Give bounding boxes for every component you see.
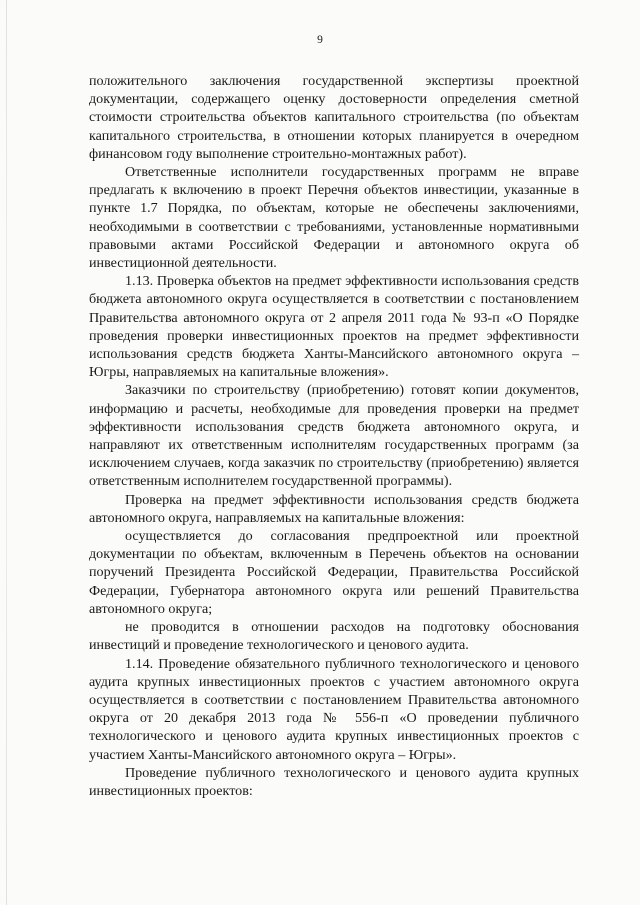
paragraph-continuation: положительного заключения государственной экспертизы проектной документации, содержащего оценку достоверности определения сметной стоимости строительства объектов капитального строительства (по объектам капитального строительства, в отношении которых планируется в очередном финансовом году выполнение строительно-монтажных работ). bbox=[89, 73, 579, 162]
page-number: 9 bbox=[317, 34, 323, 46]
paragraph-public-audit: Проведение публичного технологического и ценового аудита крупных инвестиционных проектов: bbox=[89, 764, 579, 799]
paragraph-1-13: 1.13. Проверка объектов на предмет эффективности использования средств бюджета автономного округа осуществляется в соответствии с постановлением Правительства автономного округа от 2 апреля 2011 года № 93-п «О Порядке проведения проверки инвестиционных проектов на предмет эффективности использования средств бюджета Ханты-Мансийского автономного округа – Югры, направляемых на капитальные вложения». bbox=[89, 273, 579, 381]
paragraph-efficiency-check: Проверка на предмет эффективности использования средств бюджета автономного округа, направляемых на капитальные вложения: bbox=[89, 491, 579, 526]
paragraph-check-timing: осуществляется до согласования предпроектной или проектной документации по объектам, включенным в Перечень объектов на основании поручений Президента Российской Федерации, Правительства Российской Федерации, Губернатора автономного округа или решений Правительства автономного округа; bbox=[89, 528, 579, 617]
document-body bbox=[89, 72, 579, 800]
paragraph-responsible-executors: Ответственные исполнители государственных программ не вправе предлагать к включению в проект Перечня объектов инвестиции, указанные в пункте 1.7 Порядка, по объектам, которые не обеспечены заключениями, необходимыми в соответствии с требованиями, установленные нормативными правовыми актами Российской Федерации и автономного округа об инвестиционной деятельности. bbox=[89, 164, 579, 272]
paragraph-check-exclusion: не проводится в отношении расходов на подготовку обоснования инвестиций и проведение технологического и ценового аудита. bbox=[89, 619, 579, 654]
scan-edge bbox=[6, 0, 7, 905]
paragraph-1-14: 1.14. Проведение обязательного публичного технологического и ценового аудита крупных инвестиционных проектов с участием автономного округа осуществляется в соответствии с постановлением Правительства автономного округа от 20 декабря 2013 года № 556-п «О проведении публичного технологического и ценового аудита крупных инвестиционных проектов с участием Ханты-Мансийского автономного округа – Югры». bbox=[89, 655, 579, 763]
paragraph-customers: Заказчики по строительству (приобретению) готовят копии документов, информацию и расчеты, необходимые для проведения проверки на предмет эффективности использования средств бюджета автономного округа, и направляют их ответственным исполнителям государственных программ (за исключением случаев, когда заказчик по строительству (приобретению) является ответственным исполнителем государственной программы). bbox=[89, 382, 579, 490]
